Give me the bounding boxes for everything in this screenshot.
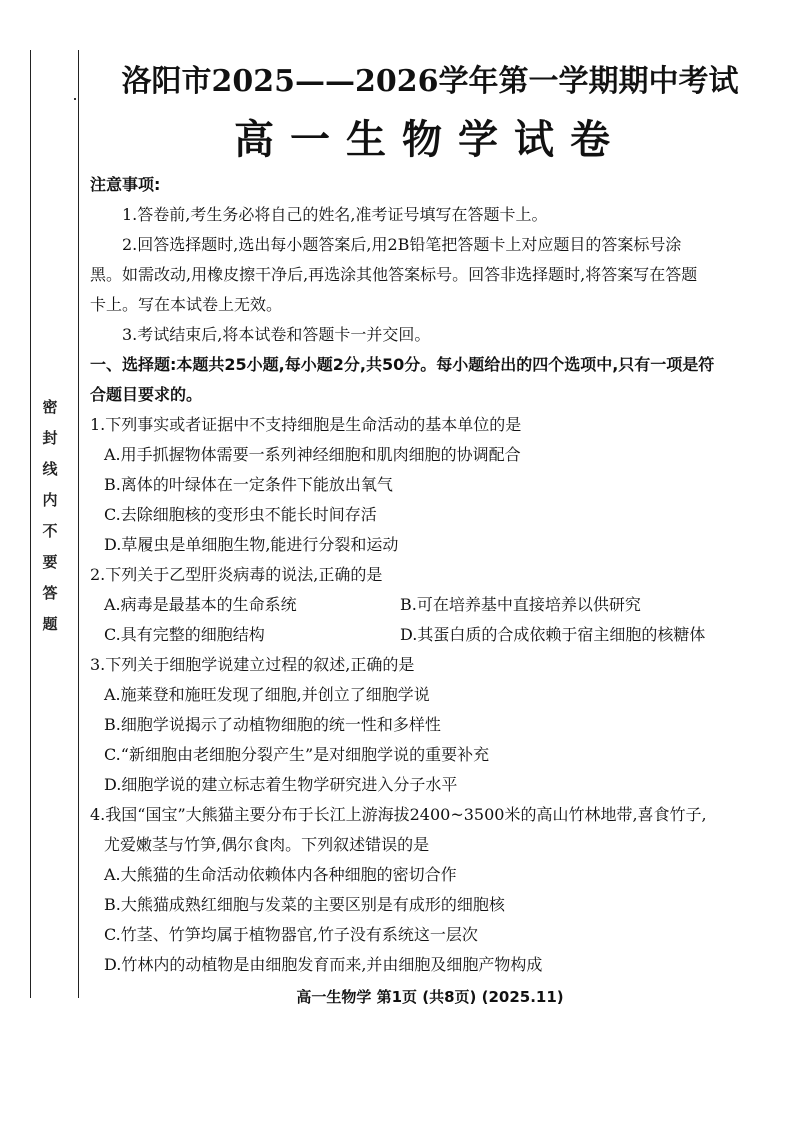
answer-option: D.草履虫是单细胞生物,能进行分裂和运动 — [104, 535, 399, 554]
notes-item: 1.答卷前,考生务必将自己的姓名,准考证号填写在答题卡上。 — [122, 205, 548, 224]
question-stem: 4.我国“国宝”大熊猫主要分布于长江上游海拔2400~3500米的高山竹林地带,喜食竹子, — [90, 805, 707, 824]
answer-option-row — [90, 590, 770, 620]
question-stem-continued: 尤爱嫩茎与竹笋,偶尔食肉。下列叙述错误的是 — [104, 835, 430, 854]
answer-option-row — [90, 620, 770, 650]
binding-margin-line-outer — [30, 50, 31, 998]
answer-option: B.细胞学说揭示了动植物细胞的统一性和多样性 — [104, 715, 441, 734]
seal-char: 内 — [42, 491, 58, 509]
notes-item-continued: 黑。如需改动,用橡皮擦干净后,再选涂其他答案标号。回答非选择题时,将答案写在答题 — [90, 265, 698, 284]
seal-char: 不 — [42, 522, 58, 540]
question-stem: 1.下列事实或者证据中不支持细胞是生命活动的基本单位的是 — [90, 415, 522, 434]
answer-option: D.其蛋白质的合成依赖于宿主细胞的核糖体 — [400, 625, 706, 644]
answer-option: C.竹茎、竹笋均属于植物器官,竹子没有系统这一层次 — [104, 925, 478, 944]
answer-option: B.离体的叶绿体在一定条件下能放出氧气 — [104, 475, 393, 494]
seal-char: 题 — [42, 615, 58, 633]
answer-option: C.去除细胞核的变形虫不能长时间存活 — [104, 505, 377, 524]
section-heading-continued: 合题目要求的。 — [90, 385, 203, 404]
seal-char: 答 — [42, 584, 58, 602]
notes-heading: 注意事项: — [90, 175, 161, 194]
answer-option: D.细胞学说的建立标志着生物学研究进入分子水平 — [104, 775, 458, 794]
exam-subject-title: 高一生物学试卷 — [234, 116, 626, 163]
notes-item-continued: 卡上。写在本试卷上无效。 — [90, 295, 283, 314]
answer-option: A.大熊猫的生命活动依赖体内各种细胞的密切合作 — [104, 865, 457, 884]
seal-line-notice — [38, 398, 62, 633]
notes-item: 2.回答选择题时,选出每小题答案后,用2B铅笔把答题卡上对应题目的答案标号涂 — [122, 235, 682, 254]
seal-char: 要 — [42, 553, 58, 571]
scan-dot — [74, 98, 76, 100]
section-heading: 一、选择题:本题共25小题,每小题2分,共50分。每小题给出的四个选项中,只有一项是符 — [90, 355, 715, 374]
answer-option: B.可在培养基中直接培养以供研究 — [400, 595, 641, 614]
seal-char: 密 — [42, 398, 58, 416]
answer-option: A.用手抓握物体需要一系列神经细胞和肌肉细胞的协调配合 — [104, 445, 521, 464]
answer-option: C.具有完整的细胞结构 — [104, 625, 265, 644]
answer-option: A.病毒是最基本的生命系统 — [104, 595, 297, 614]
page-footer: 高一生物学 第1页 (共8页) (2025.11) — [296, 988, 564, 1006]
answer-option: D.竹林内的动植物是由细胞发育而来,并由细胞及细胞产物构成 — [104, 955, 543, 974]
exam-content — [90, 170, 770, 980]
answer-option: B.大熊猫成熟红细胞与发菜的主要区别是有成形的细胞核 — [104, 895, 505, 914]
question-stem: 3.下列关于细胞学说建立过程的叙述,正确的是 — [90, 655, 415, 674]
binding-margin-line-inner — [78, 50, 79, 998]
answer-option: A.施莱登和施旺发现了细胞,并创立了细胞学说 — [104, 685, 430, 704]
seal-char: 线 — [42, 460, 58, 478]
seal-char: 封 — [42, 429, 58, 447]
question-stem: 2.下列关于乙型肝炎病毒的说法,正确的是 — [90, 565, 383, 584]
exam-title: 洛阳市2025——2026学年第一学期期中考试 — [121, 64, 739, 99]
answer-option: C.“新细胞由老细胞分裂产生”是对细胞学说的重要补充 — [104, 745, 490, 764]
notes-item: 3.考试结束后,将本试卷和答题卡一并交回。 — [122, 325, 431, 344]
